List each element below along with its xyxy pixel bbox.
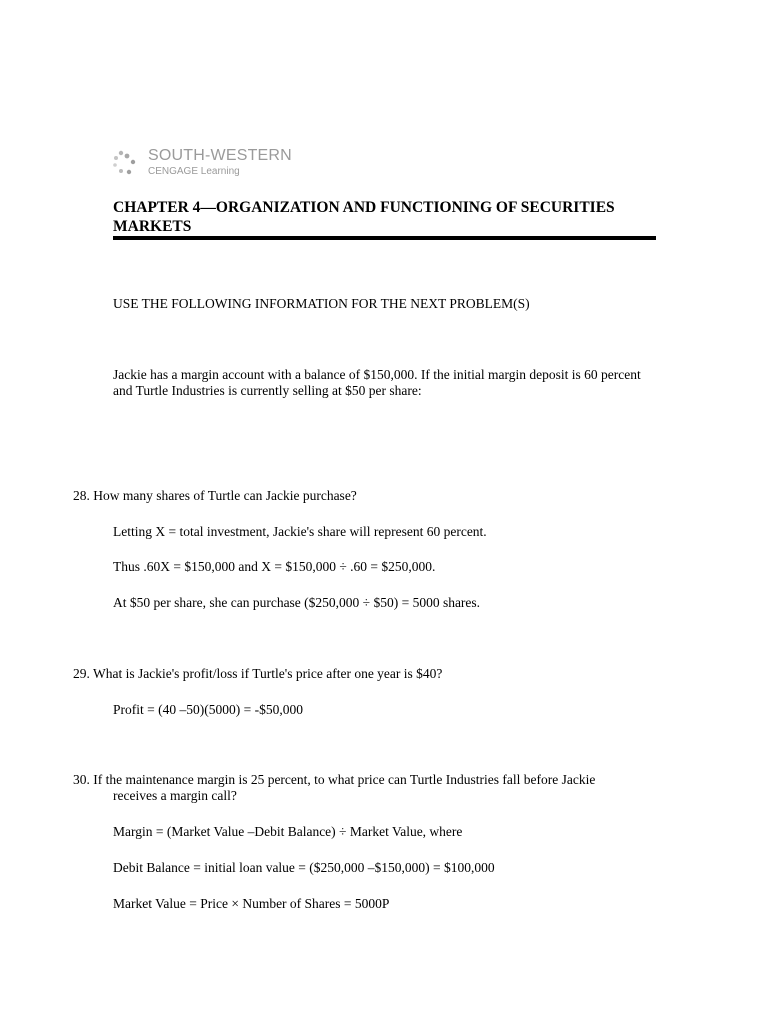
instruction-text: USE THE FOLLOWING INFORMATION FOR THE NEXT PROBLEM(S) bbox=[113, 296, 530, 311]
logo-subtitle: CENGAGE Learning bbox=[148, 166, 240, 177]
title-rule bbox=[113, 236, 656, 240]
answer-30-step-2: Debit Balance = initial loan value = ($250,000 –$150,000) = $100,000 bbox=[113, 860, 495, 875]
question-28: 28. How many shares of Turtle can Jackie purchase? bbox=[73, 488, 357, 503]
question-30-line-2: receives a margin call? bbox=[113, 788, 237, 803]
question-30-line-1: 30. If the maintenance margin is 25 percent, to what price can Turtle Industries fall before Jackie bbox=[73, 772, 596, 787]
answer-30-step-1: Margin = (Market Value –Debit Balance) ÷ Market Value, where bbox=[113, 824, 463, 839]
scenario-line-1: Jackie has a margin account with a balance of $150,000. If the initial margin deposit is 60 percent bbox=[113, 367, 641, 382]
answer-29-step-1: Profit = (40 –50)(5000) = -$50,000 bbox=[113, 702, 303, 717]
question-29: 29. What is Jackie's profit/loss if Turtle's price after one year is $40? bbox=[73, 666, 443, 681]
answer-28-step-3: At $50 per share, she can purchase ($250,000 ÷ $50) = 5000 shares. bbox=[113, 595, 481, 610]
cengage-logo-icon bbox=[112, 148, 142, 178]
scenario-line-2: and Turtle Industries is currently selling at $50 per share: bbox=[113, 383, 422, 398]
publisher-logo bbox=[112, 146, 312, 182]
answer-28-step-1: Letting X = total investment, Jackie's share will represent 60 percent. bbox=[113, 524, 487, 539]
chapter-title: CHAPTER 4—ORGANIZATION AND FUNCTIONING OF SECURITIES MARKETS bbox=[113, 199, 615, 235]
answer-30-step-3: Market Value = Price × Number of Shares = 5000P bbox=[113, 896, 390, 911]
answer-28-step-2: Thus .60X = $150,000 and X = $150,000 ÷ .60 = $250,000. bbox=[113, 559, 436, 574]
logo-name: SOUTH-WESTERN bbox=[148, 147, 292, 164]
